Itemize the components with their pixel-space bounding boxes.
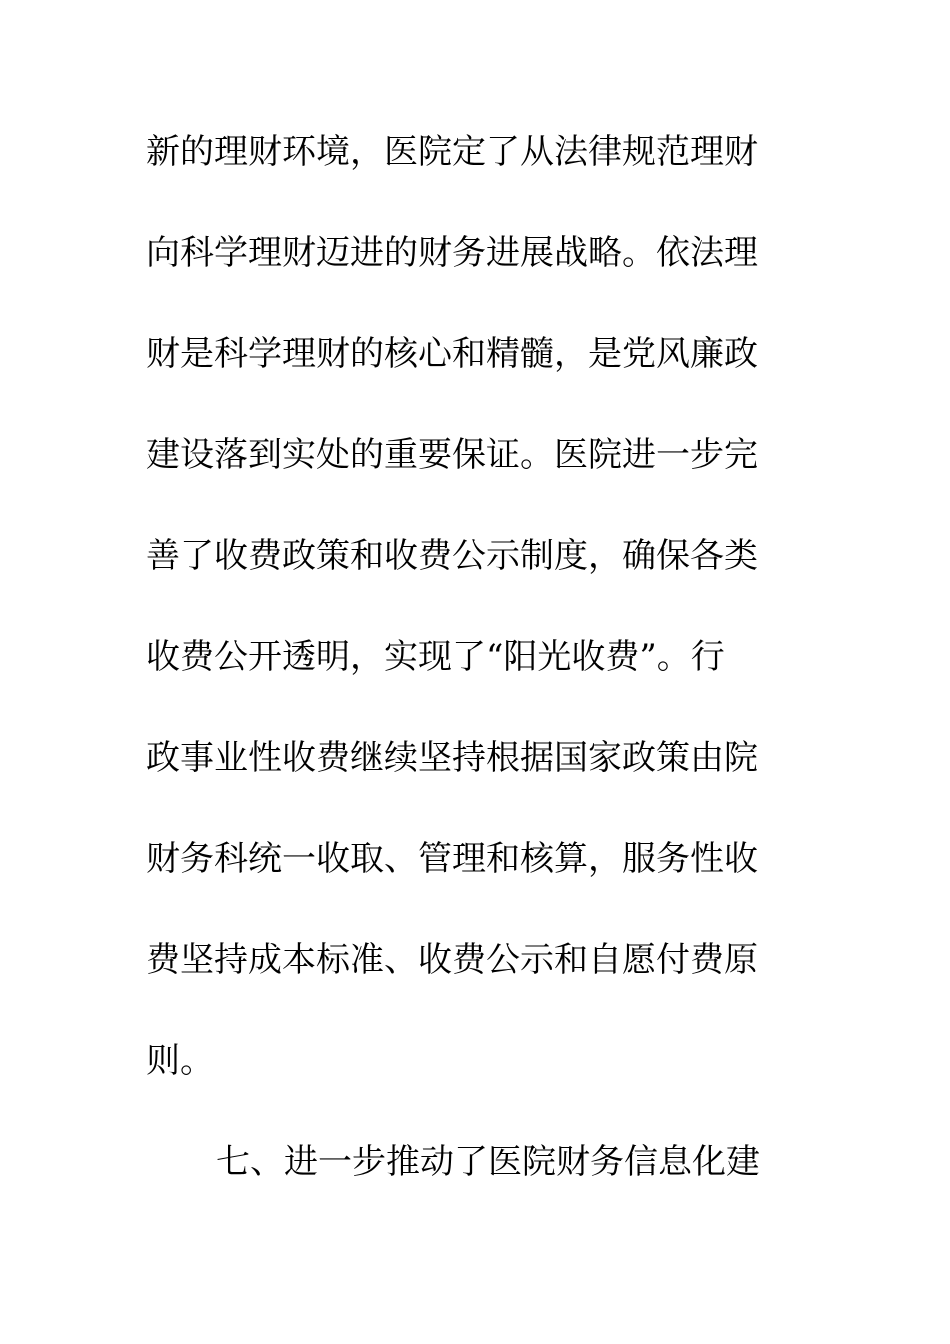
text-line: 政事业性收费继续坚持根据国家政策由院 bbox=[146, 738, 758, 778]
text-line: 收费公开透明，实现了“阳光收费”。行 bbox=[146, 637, 725, 677]
text-line: 财务科统一收取、管理和核算，服务性收 bbox=[146, 839, 758, 879]
body-text bbox=[146, 122, 806, 1233]
text-line: 向科学理财迈进的财务进展战略。依法理 bbox=[146, 233, 758, 273]
text-line: 财是科学理财的核心和精髓，是党风廉政 bbox=[146, 334, 758, 374]
text-line: 费坚持成本标准、收费公示和自愿付费原 bbox=[146, 940, 758, 980]
text-line: 善了收费政策和收费公示制度，确保各类 bbox=[146, 536, 758, 576]
text-line: 新的理财环境，医院定了从法律规范理财 bbox=[146, 132, 758, 172]
text-line: 则。 bbox=[146, 1041, 214, 1081]
section-heading: 七、进一步推动了医院财务信息化建 bbox=[216, 1142, 760, 1182]
text-line: 建设落到实处的重要保证。医院进一步完 bbox=[146, 435, 758, 475]
